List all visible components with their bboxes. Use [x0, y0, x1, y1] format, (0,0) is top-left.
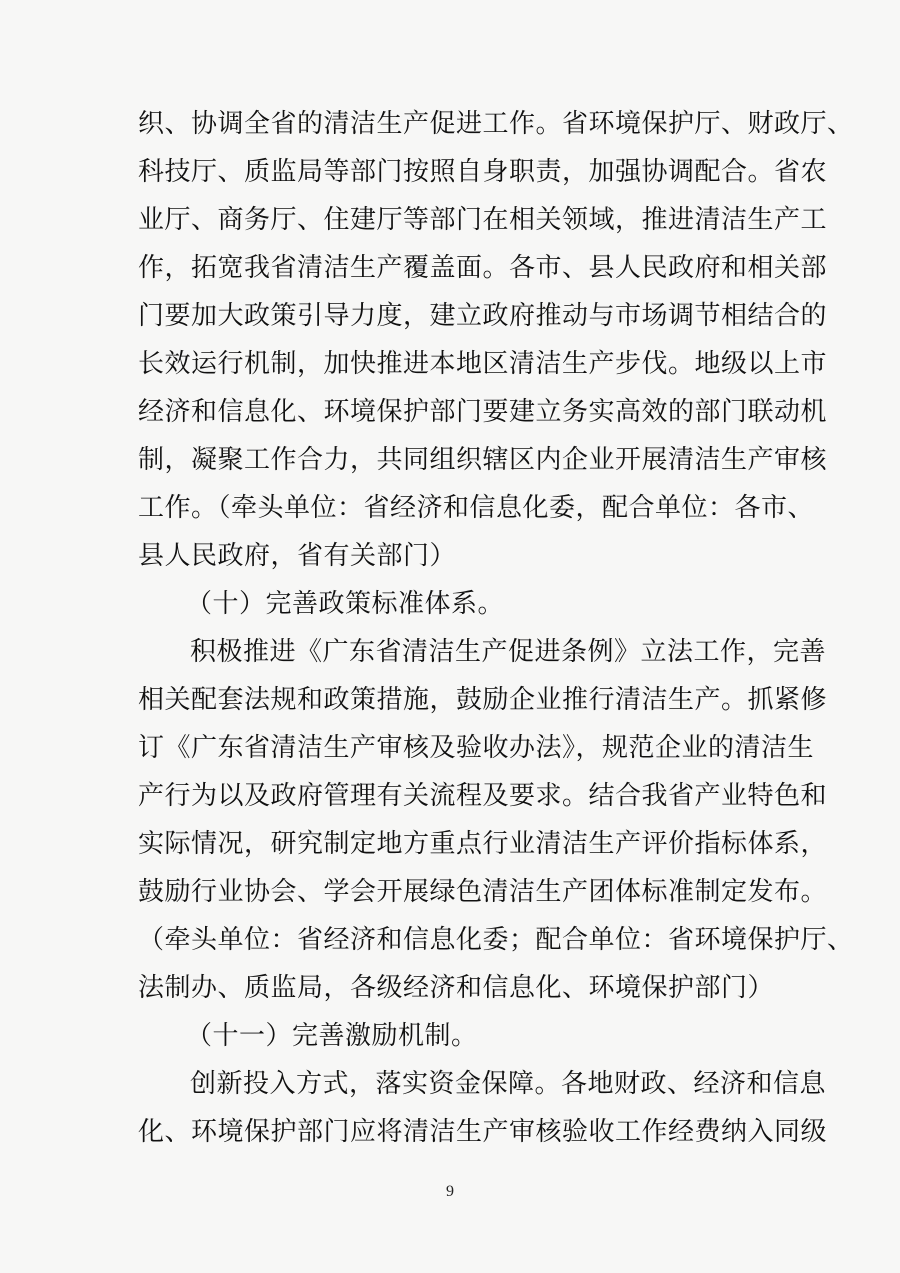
- text-line: 订《广东省清洁生产审核及验收办法》，规范企业的清洁生: [138, 733, 815, 763]
- text-line: 化、环境保护部门应将清洁生产审核验收工作经费纳入同级: [138, 1117, 828, 1147]
- text-line: 创新投入方式，落实资金保障。各地财政、经济和信息: [190, 1069, 827, 1099]
- text-line: 产行为以及政府管理有关流程及要求。结合我省产业特色和: [138, 781, 828, 811]
- text-line: 制，凝聚工作合力，共同组织辖区内企业开展清洁生产审核: [138, 445, 828, 475]
- text-line: 织、协调全省的清洁生产促进工作。省环境保护厅、财政厅、: [138, 109, 854, 139]
- text-line: 作，拓宽我省清洁生产覆盖面。各市、县人民政府和相关部: [138, 253, 828, 283]
- text-line: 科技厅、质监局等部门按照自身职责，加强协调配合。省农: [138, 157, 828, 187]
- text-line: 工作。（牵头单位：省经济和信息化委，配合单位：各市、: [138, 493, 815, 523]
- text-line: 法制办、质监局，各级经济和信息化、环境保护部门）: [138, 973, 775, 1003]
- text-line: 相关配套法规和政策措施，鼓励企业推行清洁生产。抓紧修: [138, 685, 828, 715]
- text-line: 经济和信息化、环境保护部门要建立务实高效的部门联动机: [138, 397, 828, 427]
- text-line: 积极推进《广东省清洁生产促进条例》立法工作，完善: [190, 637, 827, 667]
- text-line: 业厅、商务厅、住建厅等部门在相关领域，推进清洁生产工: [138, 205, 828, 235]
- text-line: 实际情况，研究制定地方重点行业清洁生产评价指标体系，: [138, 829, 828, 859]
- section-heading: （十）完善政策标准体系。: [186, 589, 505, 619]
- text-line: 鼓励行业协会、学会开展绿色清洁生产团体标准制定发布。: [138, 877, 828, 907]
- body-text: [138, 100, 854, 1156]
- text-line: （牵头单位：省经济和信息化委；配合单位：省环境保护厅、: [138, 925, 854, 955]
- text-line: 门要加大政策引导力度，建立政府推动与市场调节相结合的: [138, 301, 828, 331]
- text-line: 长效运行机制，加快推进本地区清洁生产步伐。地级以上市: [138, 349, 828, 379]
- text-line: 县人民政府，省有关部门）: [138, 541, 457, 571]
- page-number: 9: [446, 1183, 454, 1200]
- section-heading: （十一）完善激励机制。: [186, 1021, 478, 1051]
